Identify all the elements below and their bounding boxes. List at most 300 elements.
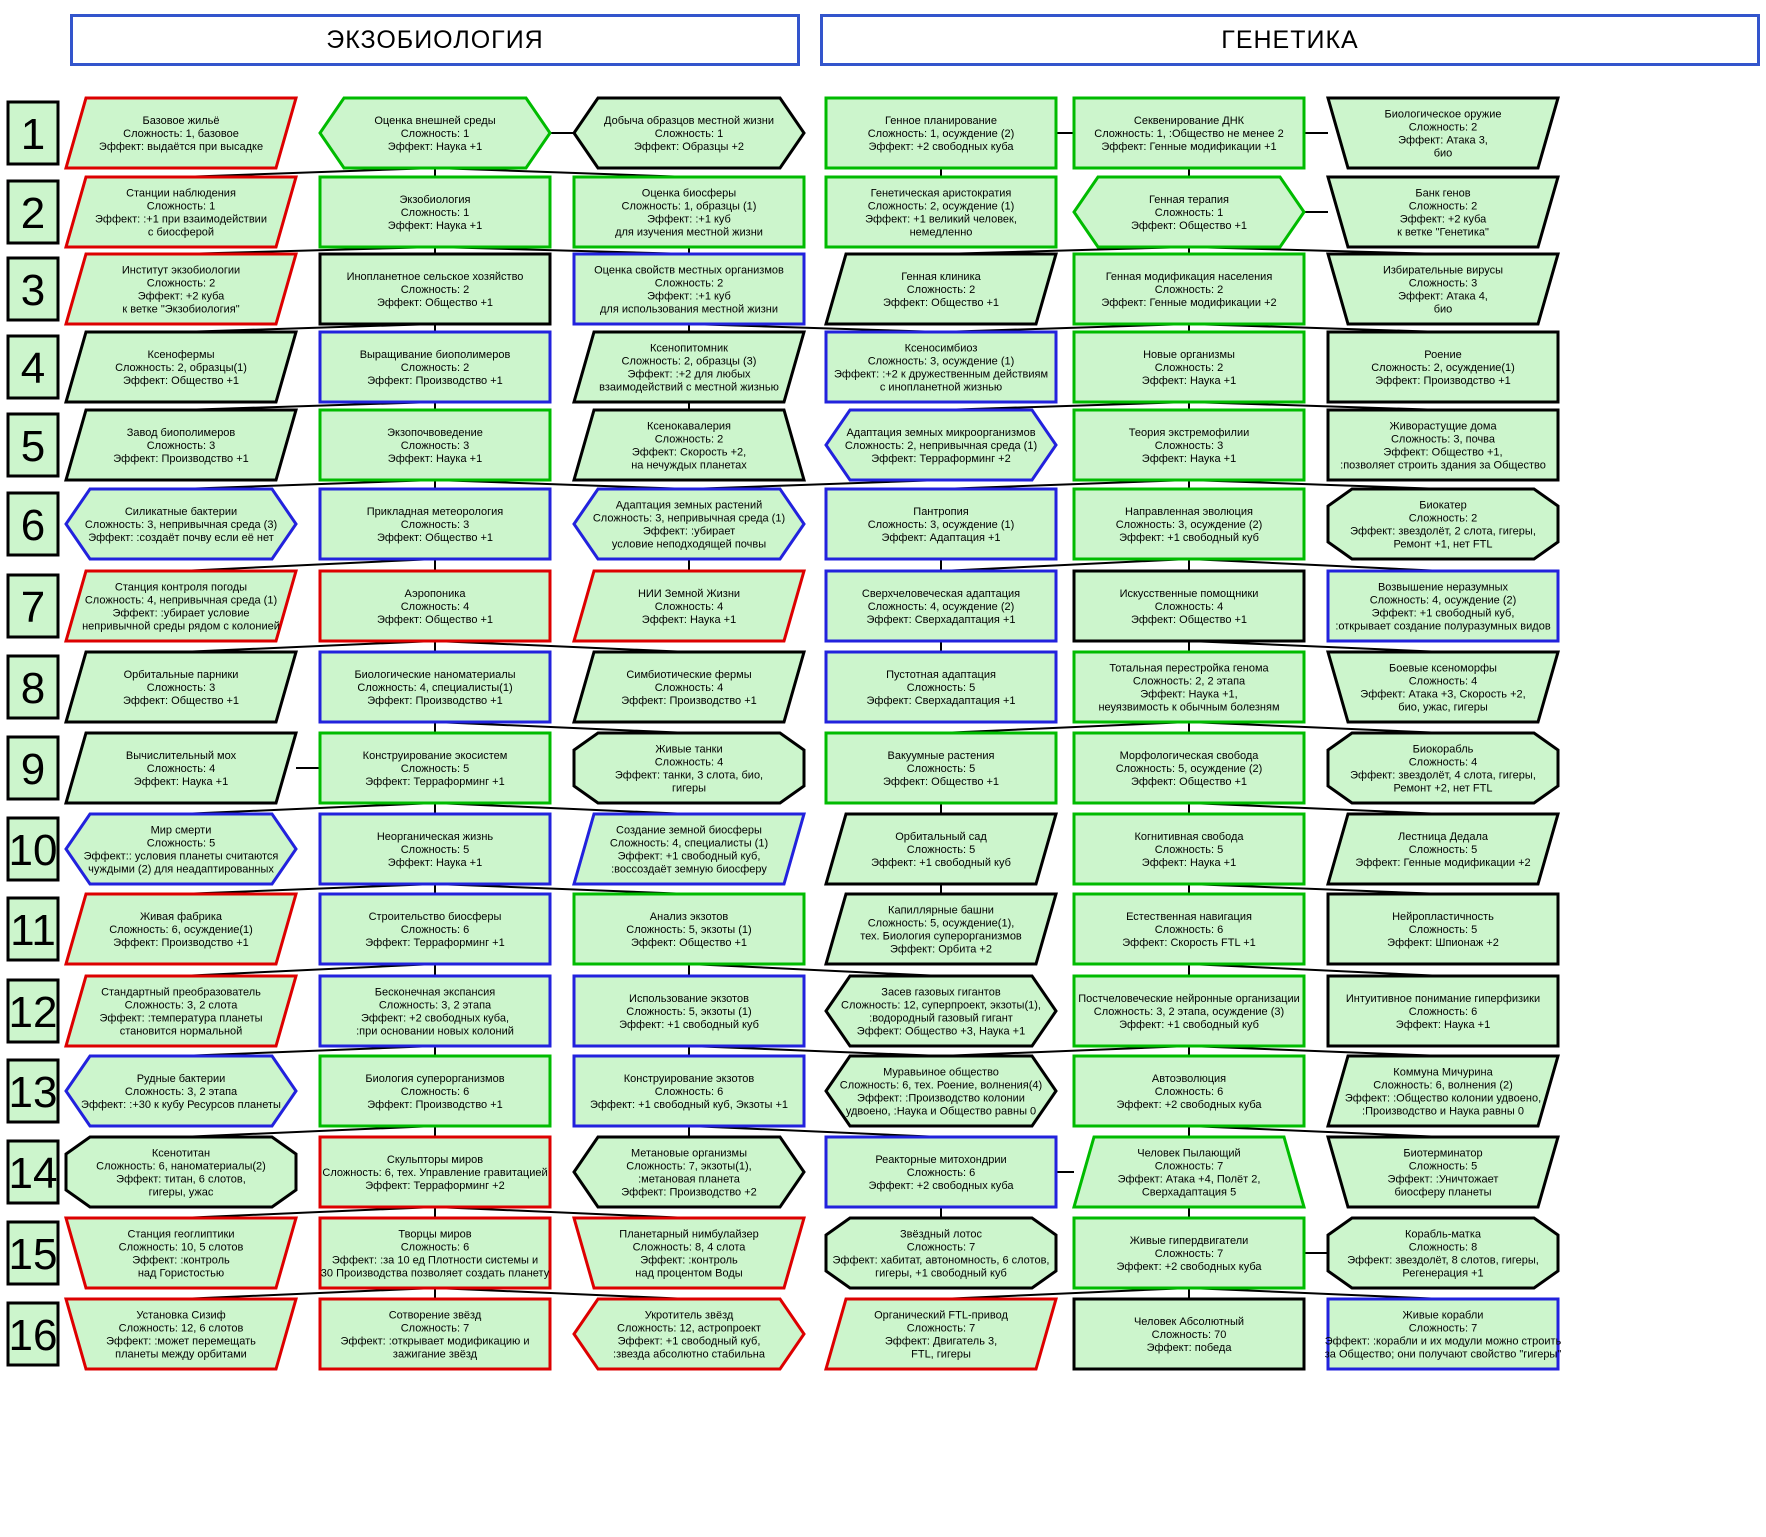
node-detail: Эффект: Наука +1 [133,776,229,788]
node-title: Роение [1424,349,1462,361]
tech-node-r15c4 [826,1218,1056,1288]
tech-node-r8c4 [826,652,1056,722]
node-detail: Сложность: 6 [1408,1006,1478,1018]
tech-node-r1c1 [66,98,296,168]
node-detail: Эффект: Орбита +2 [890,943,992,956]
tech-node-r1c3 [574,98,804,168]
node-title: Биотерминатор [1403,1147,1483,1160]
node-detail: Эффект: Общество +1, [1383,446,1503,459]
node-detail: Сложность: 3, осуждение (2) [1115,519,1263,531]
node-detail: гигеры, +1 свободный куб [875,1267,1007,1280]
row-number-9 [8,737,58,799]
node-title: Ксенофермы [147,349,215,361]
node-detail: Сложность: 1 [146,200,216,213]
node-detail: Эффект: танки, 3 слота, био, [614,769,764,782]
node-detail: Сложность: 6, тех. Роение, волнения(4) [839,1079,1043,1092]
node-title: Интуитивное понимание гиперфизики [1345,993,1541,1005]
node-detail: Сложность: 1, базовое [123,128,239,140]
node-detail: Эффект: +2 куба [1399,213,1487,226]
row-number-16 [8,1303,58,1365]
node-detail: Эффект: Общество +1 [1130,220,1248,232]
node-detail: Сложность: 3, 2 слота [124,999,238,1012]
tech-node-r7c6 [1328,571,1558,641]
node-detail: за Общество; они получают свойство "гигеры" [1324,1348,1562,1361]
node-title: Боевые ксеноморфы [1389,662,1497,675]
node-detail: FTL, гигеры [911,1348,971,1361]
node-title: Творцы миров [398,1228,472,1241]
node-detail: Эффект: :создаёт почву если её нет [88,532,274,544]
node-detail: Сложность: 2 [906,284,976,296]
tech-node-r5c4 [826,410,1056,480]
node-title: Метановые организмы [630,1147,748,1160]
node-detail: Эффект: Общество +1 [1130,776,1248,788]
node-detail: Эффект: :Общество колонии удвоено, [1344,1092,1542,1105]
node-detail: Эффект: звездолёт, 2 слота, гигеры, [1350,525,1536,538]
edge [181,641,435,652]
edge [181,803,435,814]
tech-node-r13c1 [66,1056,296,1126]
node-title: Органический FTL-привод [874,1309,1008,1322]
node-detail: Эффект: Наука +1 [387,220,483,232]
tech-node-r14c6 [1328,1137,1558,1207]
node-detail: Сложность: 3 [1408,277,1478,290]
node-detail: Эффект: Производство +1 [367,1099,503,1111]
tech-node-r15c1 [66,1218,296,1288]
node-title: Лестница Дедала [1398,831,1488,843]
node-detail: Сложность: 6, тех. Управление гравитацией [322,1167,548,1179]
node-detail: Сложность: 7 [1408,1322,1478,1335]
node-detail: :позволяет строить здания за Общество [1340,459,1546,472]
node-detail: :воссоздаёт земную биосферу [611,863,767,876]
node-detail: Эффект: +2 свободных куба [868,1180,1014,1192]
tech-node-r4c6 [1328,332,1558,402]
tech-node-r6c3 [574,489,804,559]
node-detail: Эффект: Производство +1 [113,453,249,465]
node-detail: Сложность: 2 [654,277,724,290]
node-title: Укротитель звёзд [644,1309,734,1322]
row-number-label: 2 [20,189,46,238]
node-title: Завод биополимеров [126,427,236,439]
edge [689,964,941,976]
node-title: Адаптация земных растений [615,499,763,512]
tech-node-r9c1 [66,733,296,803]
node-detail: Сложность: 7 [400,1322,470,1335]
row-number-12 [8,980,58,1042]
node-title: Вычислительный мох [125,750,237,762]
node-detail: Сложность: 5 [400,844,470,856]
node-title: Новые организмы [1143,349,1235,361]
node-title: Ксенотитан [151,1147,211,1160]
tech-node-r1c4 [826,98,1056,168]
node-title: Возвышение неразумных [1377,581,1509,594]
node-detail: Эффект: Двигатель 3, [884,1335,998,1348]
tech-node-r15c3 [574,1218,804,1288]
node-detail: Сложность: 5 [1408,844,1478,856]
node-detail: Сложность: 5 [906,682,976,694]
node-detail: Эффект: Наука +1 [1395,1019,1491,1031]
node-title: Ксеносимбиоз [904,342,978,355]
node-detail: :при основании новых колоний [356,1025,514,1038]
node-title: Биокатер [1419,499,1467,512]
tech-node-r4c5 [1074,332,1304,402]
tech-node-r11c3 [574,894,804,964]
node-title: Установка Сизиф [136,1309,226,1322]
tech-node-r12c1 [66,976,296,1046]
node-detail: Эффект: :за 10 ед Плотности системы и [331,1254,539,1267]
node-detail: Эффект: +2 свободных куба [1116,1261,1262,1273]
node-title: НИИ Земной Жизни [637,588,741,600]
node-title: Орбитальные парники [123,669,239,681]
node-title: Человек Абсолютный [1133,1316,1245,1328]
node-detail: с биосферой [147,226,215,239]
tech-node-r13c3 [574,1056,804,1126]
node-detail: Сложность: 6 [1154,1086,1224,1098]
node-detail: Эффект: +2 свободных куба, [360,1012,510,1025]
tech-node-r10c2 [320,814,550,884]
row-number-1 [8,102,58,164]
edge [181,1126,435,1137]
tech-node-r7c2 [320,571,550,641]
node-detail: Эффект: :+2 к дружественным действиям [833,368,1049,381]
node-detail: :метановая планета [638,1173,740,1186]
edge [435,1288,689,1299]
tech-node-r10c1 [66,814,296,884]
node-detail: Эффект: :+30 к кубу Ресурсов планеты [81,1099,281,1111]
node-title: Орбитальный сад [895,831,987,843]
tech-node-r16c6 [1325,1299,1562,1369]
tech-node-r8c6 [1328,652,1558,722]
edge [435,722,689,733]
node-detail: Эффект: +2 свободных куба [1116,1099,1262,1111]
node-detail: Эффект: Генные модификации +2 [1101,297,1277,309]
node-title: Оценка биосферы [641,187,737,200]
node-detail: становится нормальной [119,1025,243,1038]
node-title: Засев газовых гигантов [881,986,1001,999]
row-number-label: 16 [8,1311,58,1360]
node-title: Сверхчеловеческая адаптация [861,588,1021,600]
tech-node-r9c6 [1328,733,1558,803]
node-detail: к ветке "Экзобиология" [122,303,240,316]
node-detail: Сложность: 4 [146,763,216,775]
row-number-label: 6 [20,501,46,550]
node-detail: Эффект: Наука +1 [387,453,483,465]
node-detail: Эффект: Общество +1 [882,776,1000,788]
node-title: Избирательные вирусы [1382,264,1504,277]
node-detail: Сложность: 1 [400,207,470,219]
node-detail: Сложность: 3, 2 этапа [124,1086,238,1098]
tech-node-r12c3 [574,976,804,1046]
row-number-label: 3 [20,266,46,315]
node-detail: Эффект: Генные модификации +2 [1355,857,1531,869]
node-title: Муравьиное общество [883,1066,999,1079]
tech-node-r13c5 [1074,1056,1304,1126]
node-detail: Эффект: Атака 4, [1398,290,1488,303]
section-header-exobiology: ЭКЗОБИОЛОГИЯ [70,14,800,66]
node-detail: Эффект: титан, 6 слотов, [116,1173,246,1186]
node-detail: тех. Биология суперорганизмов [860,930,1022,943]
edge [1189,964,1443,976]
node-title: Станция геоглиптики [127,1228,235,1241]
node-title: Конструирование экзотов [623,1073,755,1085]
row-number-10 [8,818,58,880]
node-detail: Эффект: Шпионаж +2 [1387,937,1499,949]
node-title: Живая фабрика [139,911,223,923]
row-number-label: 1 [20,110,46,159]
node-title: Естественная навигация [1126,911,1252,923]
node-detail: Сложность: 5, осуждение (2) [1115,763,1263,775]
tech-node-r5c6 [1328,410,1558,480]
node-detail: Эффект: +1 свободный куб [1119,532,1259,544]
node-detail: Эффект: :открывает модификацию и [340,1335,530,1348]
node-detail: Эффект: :Производство колонии [857,1092,1025,1105]
node-detail: Эффект: +1 великий человек, [865,213,1017,226]
node-detail: Сложность: 3, почва [1390,433,1496,446]
node-detail: Эффект: Общество +1 [122,375,240,387]
node-detail: Эффект: Общество +1 [376,297,494,309]
edge [1189,559,1443,571]
tech-node-r6c2 [320,489,550,559]
node-detail: Эффект: Производство +1 [367,375,503,387]
node-detail: Сложность: 3 [400,519,470,531]
tech-node-r15c2 [320,1218,550,1288]
node-title: Ксенопитомник [650,342,728,355]
tech-node-r16c5 [1074,1299,1304,1369]
row-number-label: 9 [20,745,46,794]
node-title: Рудные бактерии [136,1073,226,1085]
tech-node-r13c2 [320,1056,550,1126]
node-detail: гигеры [671,782,707,795]
tech-node-r2c5 [1074,177,1304,247]
node-title: Живорастущие дома [1389,420,1497,433]
edge [941,722,1189,733]
tech-node-r7c5 [1074,571,1304,641]
node-title: Генная модификация населения [1105,271,1273,283]
node-title: Генная клиника [901,271,981,283]
tech-node-r8c3 [574,652,804,722]
node-title: Оценка внешней среды [374,115,496,127]
node-detail: Сложность: 2, осуждение(1) [1371,362,1515,374]
node-detail: Эффект: +1 свободный куб [619,1019,759,1031]
tech-node-r10c5 [1074,814,1304,884]
node-detail: Сложность: 6, наноматериалы(2) [96,1160,266,1173]
node-detail: Сложность: 2 [400,284,470,296]
node-title: Звёздный лотос [900,1228,982,1241]
node-detail: Сложность: 4, специалисты(1) [357,682,513,694]
node-detail: Сложность: 4, специалисты (1) [609,837,769,850]
node-detail: Эффект: Наука +1 [1141,375,1237,387]
node-detail: био, ужас, гигеры [1398,701,1488,714]
edge [435,803,689,814]
node-detail: Эффект: +2 свободных куба [868,141,1014,153]
node-title: Направленная эволюция [1125,506,1253,518]
tech-node-r16c2 [320,1299,550,1369]
tech-node-r6c6 [1328,489,1558,559]
row-number-label: 5 [20,422,46,471]
node-detail: Сложность: 5, осуждение(1), [867,917,1015,930]
node-detail: Сложность: 2, осуждение (1) [867,200,1015,213]
node-detail: Сложность: 7 [906,1241,976,1254]
node-detail: Сложность: 4 [654,756,724,769]
node-detail: Эффект: Производство +2 [621,1186,757,1199]
node-detail: Сложность: 2, образцы (3) [621,355,757,368]
tech-node-r5c5 [1074,410,1304,480]
node-title: Планетарный нимбулайзер [619,1228,759,1241]
node-detail: Сложность: 6 [1154,924,1224,936]
tech-node-r8c2 [320,652,550,722]
node-detail: Эффект: Терраформинг +2 [871,453,1011,465]
edge [1189,1288,1443,1299]
node-title: Нейропластичность [1392,911,1494,923]
node-title: Биология суперорганизмов [365,1073,505,1085]
node-detail: Эффект: +1 свободный куб [871,857,1011,869]
node-detail: Сложность: 6, осуждение(1) [109,924,253,936]
node-detail: с инопланетной жизнью [879,381,1003,394]
node-title: Биокорабль [1412,743,1474,756]
node-title: Использование экзотов [629,993,749,1005]
tech-node-r14c2 [320,1137,550,1207]
node-detail: удвоено, :Наука и Общество равны 0 [845,1105,1037,1118]
edge [1189,722,1443,733]
tech-node-r4c2 [320,332,550,402]
node-detail: Сложность: 6 [906,1167,976,1179]
node-detail: Эффект: Наука +1 [1141,857,1237,869]
tech-node-r5c2 [320,410,550,480]
node-detail: :Производство и Наука равны 0 [1362,1105,1524,1118]
tech-node-r14c5 [1074,1137,1304,1207]
tech-node-r12c6 [1328,976,1558,1046]
node-detail: Эффект: Общество +1 [1130,614,1248,626]
tech-node-r8c5 [1074,652,1304,722]
edge [1189,1126,1443,1137]
node-detail: Сложность: 2 [1408,121,1478,134]
node-detail: Сложность: 5 [1154,844,1224,856]
tech-node-r12c2 [320,976,550,1046]
node-detail: Эффект: Общество +1 [630,937,748,949]
node-detail: Эффект: +1 свободный куб, [1371,607,1515,620]
node-title: Строительство биосферы [368,911,502,923]
node-detail: Сложность: 2, 2 этапа [1132,675,1246,688]
node-detail: Сложность: 3, непривычная среда (3) [84,519,278,531]
edge [435,641,689,652]
node-title: Постчеловеческие нейронные организации [1078,993,1300,1005]
node-detail: Сложность: 5, экзоты (1) [626,924,752,936]
node-detail: Эффект: Общество +1 [376,532,494,544]
node-title: Адаптация земных микроорганизмов [846,427,1036,439]
node-detail: Сложность: 1, :Общество не менее 2 [1094,128,1284,140]
node-detail: Эффект: :температура планеты [99,1012,263,1025]
tech-node-r5c1 [66,410,296,480]
node-detail: Ремонт +2, нет FTL [1393,782,1493,795]
row-number-label: 13 [8,1068,58,1117]
node-detail: Эффект: :контроль [640,1254,738,1267]
node-detail: Сложность: 4 [400,601,470,613]
row-number-label: 4 [20,344,46,393]
tech-node-r1c5 [1074,98,1304,168]
row-number-label: 10 [8,826,58,875]
node-detail: Эффект: +1 свободный куб, [617,1335,761,1348]
node-title: Аэропоника [404,588,466,600]
node-title: Базовое жильё [142,115,220,127]
tech-node-r12c4 [826,976,1056,1046]
tech-node-r1c6 [1328,98,1558,168]
edge [181,964,435,976]
node-detail: Эффект: +2 куба [137,290,225,303]
tech-node-r11c6 [1328,894,1558,964]
node-detail: Сложность: 4, непривычная среда (1) [84,594,278,607]
node-detail: Эффект:: условия планеты считаются [83,850,279,863]
tech-node-r10c6 [1328,814,1558,884]
node-detail: Сложность: 5 [906,844,976,856]
node-detail: Сложность: 4 [1408,756,1478,769]
row-number-15 [8,1222,58,1284]
tech-node-r14c4 [826,1137,1056,1207]
tech-node-r7c1 [66,571,296,641]
node-title: Сотворение звёзд [388,1309,482,1322]
node-title: Генное планирование [885,115,997,127]
tech-node-r15c6 [1328,1218,1558,1288]
node-detail: Эффект: Атака 3, [1398,134,1488,147]
node-title: Реакторные митохондрии [875,1154,1007,1166]
node-detail: Эффект: :Уничтожает [1387,1173,1499,1186]
node-detail: Эффект: Терраформинг +1 [365,776,505,788]
node-detail: Сложность: 3, 2 этапа, осуждение (3) [1093,1006,1285,1018]
node-detail: :звезда абсолютно стабильна [613,1348,765,1361]
node-detail: Эффект: звездолёт, 4 слота, гигеры, [1350,769,1536,782]
node-detail: чуждыми (2) для неадаптированных [88,863,274,876]
node-detail: Эффект: Производство +1 [367,695,503,707]
node-detail: Эффект: Атака +4, Полёт 2, [1117,1173,1261,1186]
node-detail: Эффект: :контроль [132,1254,230,1267]
tech-node-r2c3 [574,177,804,247]
node-detail: Сложность: 2 [1154,362,1224,374]
node-title: Коммуна Мичурина [1393,1066,1493,1079]
node-detail: Сложность: 8 [1408,1241,1478,1254]
tech-node-r6c1 [66,489,296,559]
node-detail: Эффект: :может перемещать [106,1335,256,1348]
node-title: Теория экстремофилии [1128,427,1250,439]
node-detail: на нечуждых планетах [631,459,747,472]
node-title: Капиллярные башни [888,904,994,917]
node-detail: Эффект: хабитат, автономность, 6 слотов, [832,1254,1050,1267]
node-title: Биологическое оружие [1384,108,1502,121]
node-detail: Эффект: Общество +1 [376,614,494,626]
node-title: Инопланетное сельское хозяйство [346,271,524,283]
node-detail: зажигание звёзд [392,1348,478,1361]
node-detail: Сложность: 12, астропроект [617,1322,761,1335]
node-detail: Сложность: 2, образцы(1) [115,362,247,374]
node-detail: биосферу планеты [1394,1186,1492,1199]
node-detail: Эффект: +1 свободный куб, Экзоты +1 [589,1099,789,1111]
node-title: Живые танки [655,743,723,756]
node-detail: Эффект: :+2 для любых [627,368,751,381]
node-detail: Эффект: Наука +1 [387,141,483,153]
tech-node-r6c4 [826,489,1056,559]
node-detail: Эффект: Общество +3, Наука +1 [856,1025,1026,1038]
tech-node-r3c2 [320,254,550,324]
node-detail: Сложность: 5, экзоты (1) [626,1006,752,1018]
node-title: Ксенокавалерия [647,420,731,433]
node-title: Пустотная адаптация [886,669,996,681]
node-detail: Сложность: 5 [906,763,976,775]
node-detail: Сложность: 6 [400,924,470,936]
node-title: Создание земной биосферы [616,824,762,837]
node-title: Экзобиология [399,194,471,206]
node-detail: Сложность: 4 [1154,601,1224,613]
row-number-label: 7 [20,583,46,632]
node-detail: Сложность: 1, осуждение (2) [867,128,1015,140]
tech-node-r13c6 [1328,1056,1558,1126]
node-title: Искусственные помощники [1119,588,1259,600]
